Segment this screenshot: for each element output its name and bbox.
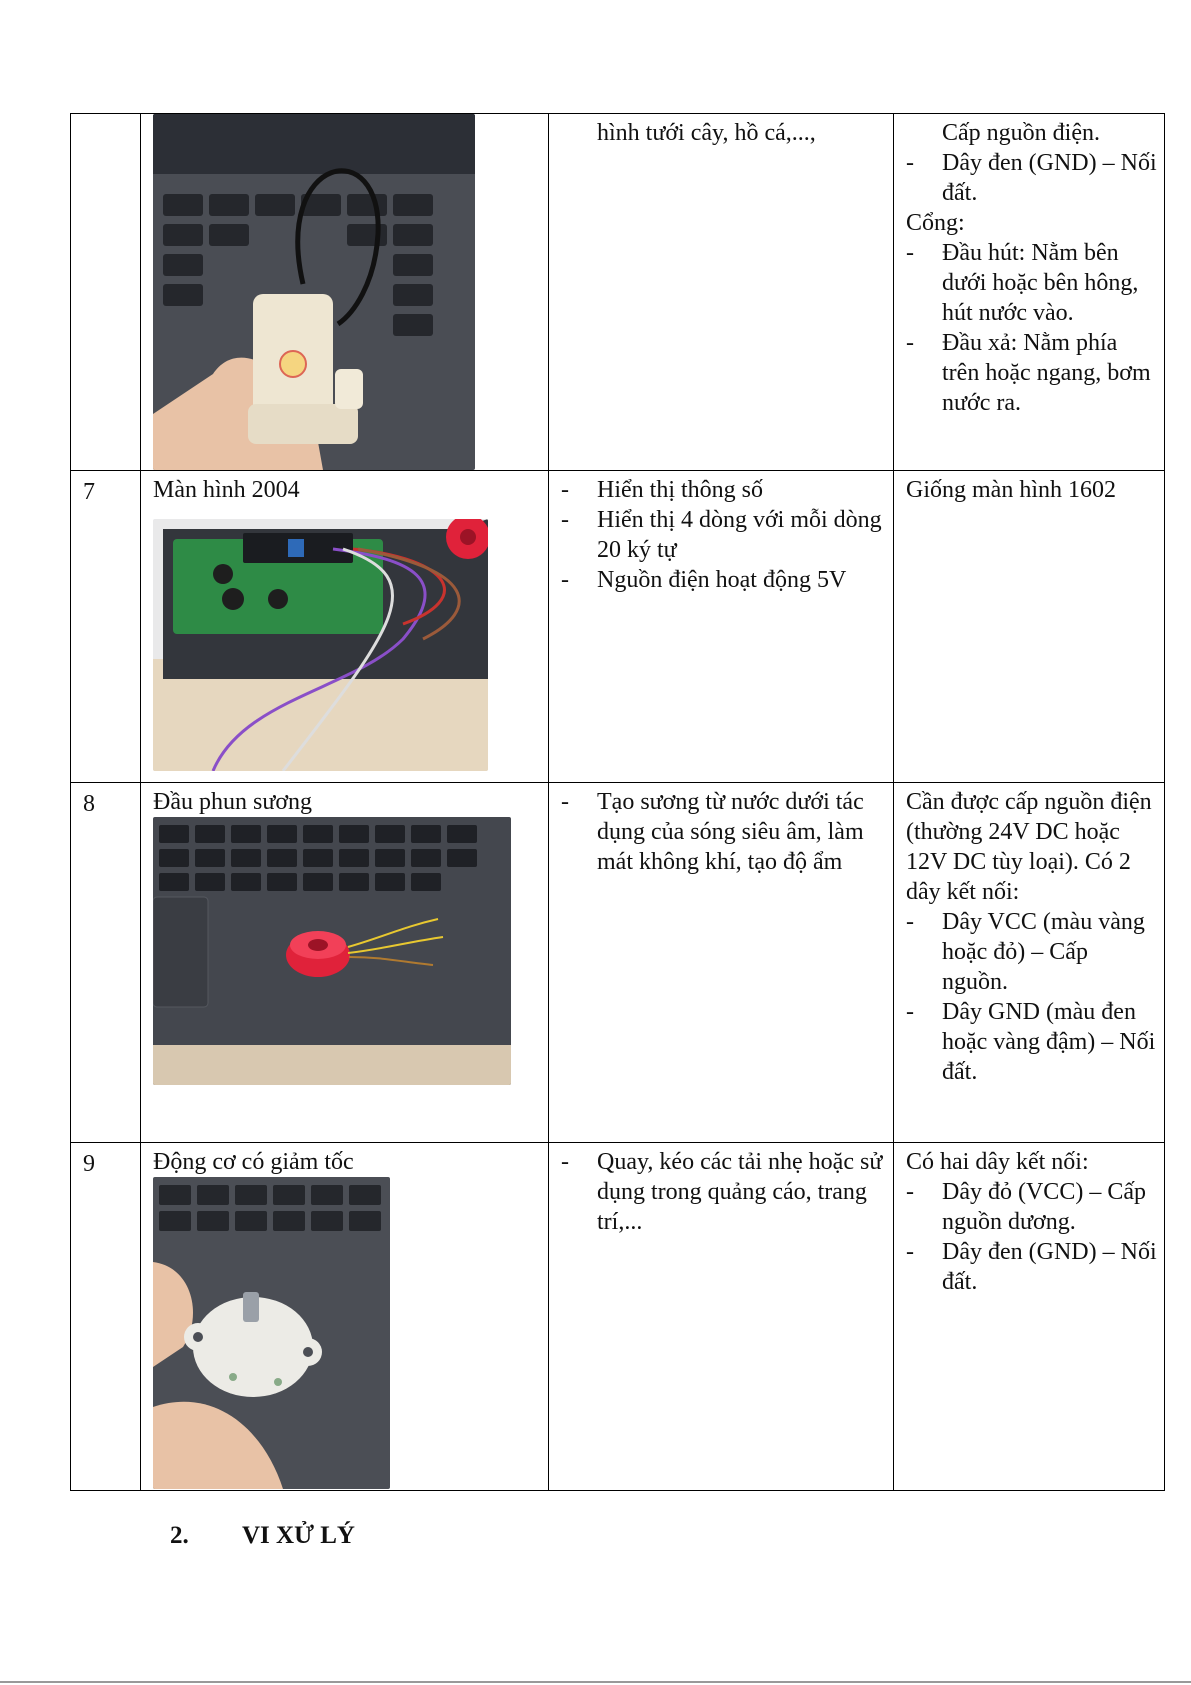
component-name-cell: [141, 1143, 549, 1491]
feature-item: - Hiển thị thông số: [561, 477, 763, 503]
row-number: 7: [71, 471, 141, 783]
gear-motor-photo: [153, 1177, 390, 1489]
wiring-cell: [894, 471, 1165, 783]
table-row: [71, 783, 1165, 1143]
features-cell: [549, 114, 894, 471]
wiring-cell: [894, 1143, 1165, 1491]
section-number: 2.: [170, 1522, 189, 1549]
wiring-bullet: - Dây đen (GND) – Nối đất.: [906, 150, 1157, 206]
wiring-text: Giống màn hình 1602: [906, 477, 1116, 503]
row-number: 9: [71, 1143, 141, 1491]
wiring-bullet: - Dây GND (màu đen hoặc vàng đậm) – Nối đất.: [906, 999, 1156, 1085]
feature-item: - Quay, kéo các tải nhẹ hoặc sử dụng trong quảng cáo, trang trí,...: [561, 1149, 883, 1235]
row-number: 8: [71, 783, 141, 1143]
wiring-intro: Cần được cấp nguồn điện (thường 24V DC hoặc 12V DC tùy loại). Có 2 dây kết nối:: [906, 789, 1152, 905]
wiring-bullet: - Đầu hút: Nằm bên dưới hoặc bên hông, hút nước vào.: [906, 240, 1139, 326]
wiring-bullet: - Dây đỏ (VCC) – Cấp nguồn dương.: [906, 1179, 1146, 1235]
feature-item: - Hiển thị 4 dòng với mỗi dòng 20 ký tự: [561, 507, 882, 563]
wiring-text: Cấp nguồn điện.: [942, 120, 1100, 146]
wiring-cell: [894, 783, 1165, 1143]
feature-item: - Nguồn điện hoạt động 5V: [561, 567, 847, 593]
wiring-intro: Có hai dây kết nối:: [906, 1149, 1089, 1175]
page-divider: [0, 1681, 1191, 1683]
wiring-bullet: - Đầu xả: Nằm phía trên hoặc ngang, bơm nước ra.: [906, 330, 1151, 416]
wiring-cell: [894, 114, 1165, 471]
table-row: [71, 1143, 1165, 1491]
features-cell: [549, 1143, 894, 1491]
mist-maker-photo: [153, 817, 511, 1085]
wiring-bullet: - Dây đen (GND) – Nối đất.: [906, 1239, 1157, 1295]
features-cell: [549, 783, 894, 1143]
component-name-cell: [141, 114, 549, 471]
component-name-cell: [141, 783, 549, 1143]
section-heading: [170, 1522, 355, 1550]
features-text: hình tưới cây, hồ cá,...,: [597, 120, 816, 146]
component-name: Màn hình 2004: [153, 477, 300, 503]
table-row: [71, 471, 1165, 783]
pump-photo: [153, 114, 475, 470]
lcd-2004-photo: [153, 519, 488, 771]
component-name-cell: [141, 471, 549, 783]
component-name: Động cơ có giảm tốc: [153, 1149, 354, 1175]
component-name: Đầu phun sương: [153, 789, 313, 815]
row-number-cell: [71, 114, 141, 471]
features-cell: [549, 471, 894, 783]
section-title: VI XỬ LÝ: [242, 1522, 355, 1549]
ports-label: Cổng:: [906, 210, 965, 236]
table-row: [71, 114, 1165, 471]
feature-item: - Tạo sương từ nước dưới tác dụng của sóng siêu âm, làm mát không khí, tạo độ ẩm: [561, 789, 864, 875]
wiring-bullet: - Dây VCC (màu vàng hoặc đỏ) – Cấp nguồn.: [906, 909, 1145, 995]
components-table: [70, 113, 1165, 1491]
